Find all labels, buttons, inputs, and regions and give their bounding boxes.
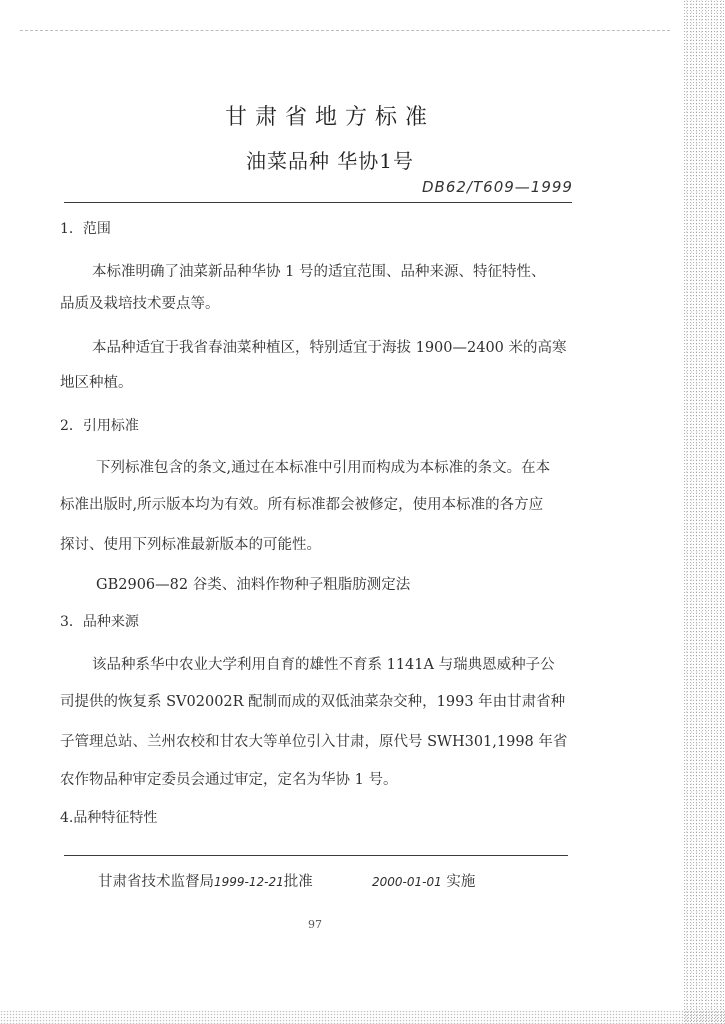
document-subtitle: 油菜品种 华协1号 xyxy=(245,149,415,173)
section-2-paragraph-line-3: 探讨、使用下列标准最新版本的可能性。 xyxy=(60,537,321,553)
scan-noise-bottom xyxy=(0,1010,725,1024)
section-3-paragraph-line-1: 该品种系华中农业大学利用自育的雄性不育系 1141A 与瑞典恩威种子公 xyxy=(92,657,555,673)
section-3-paragraph-line-4: 农作物品种审定委员会通过审定，定名为华协 1 号。 xyxy=(60,772,398,788)
section-1-paragraph-2-line-2: 地区种植。 xyxy=(60,375,133,391)
approval-date: 1999-12-21 xyxy=(214,875,284,889)
section-2-paragraph-line-1: 下列标准包含的条文,通过在本标准中引用而构成为本标准的条文。在本 xyxy=(96,460,551,476)
section-2-paragraph-line-2: 标准出版时,所示版本均为有效。所有标准都会被修定，使用本标准的各方应 xyxy=(60,497,544,513)
section-1-paragraph-1-line-1: 本标准明确了油菜新品种华协 1 号的适宜范围、品种来源、特征特性、 xyxy=(92,264,546,280)
standard-code: DB62/T609—1999 xyxy=(422,178,573,196)
scan-noise-right xyxy=(683,0,725,1024)
page-number: 97 xyxy=(308,918,322,931)
approval-label: 批准 xyxy=(283,874,313,890)
footer-rule xyxy=(64,855,568,856)
approval-authority: 甘肃省技术监督局 xyxy=(98,874,214,890)
section-2-reference: GB2906—82 谷类、油料作物种子粗脂肪测定法 xyxy=(96,577,411,593)
top-dashed-line xyxy=(20,30,670,31)
section-3-heading: 3．品种来源 xyxy=(60,614,139,630)
section-3-paragraph-line-2: 司提供的恢复系 SV02002R 配制而成的双低油菜杂交种，1993 年由甘肃省种 xyxy=(60,694,566,710)
approval-line xyxy=(98,870,313,891)
implementation-date: 2000-01-01 xyxy=(372,875,442,889)
implementation-line xyxy=(372,870,475,891)
header-rule xyxy=(64,202,572,203)
section-1-paragraph-2-line-1: 本品种适宜于我省春油菜种植区，特别适宜于海拔 1900—2400 米的高寒 xyxy=(92,340,567,356)
section-2-heading: 2．引用标准 xyxy=(60,418,139,434)
section-1-paragraph-1-line-2: 品质及栽培技术要点等。 xyxy=(60,296,220,312)
section-3-paragraph-line-3: 子管理总站、兰州农校和甘农大等单位引入甘肃，原代号 SWH301,1998 年省 xyxy=(60,734,568,750)
implementation-label: 实施 xyxy=(446,874,476,890)
section-4-heading: 4.品种特征特性 xyxy=(60,810,158,826)
section-1-heading: 1．范围 xyxy=(60,221,111,237)
document-title: 甘肃省地方标准 xyxy=(224,105,435,130)
